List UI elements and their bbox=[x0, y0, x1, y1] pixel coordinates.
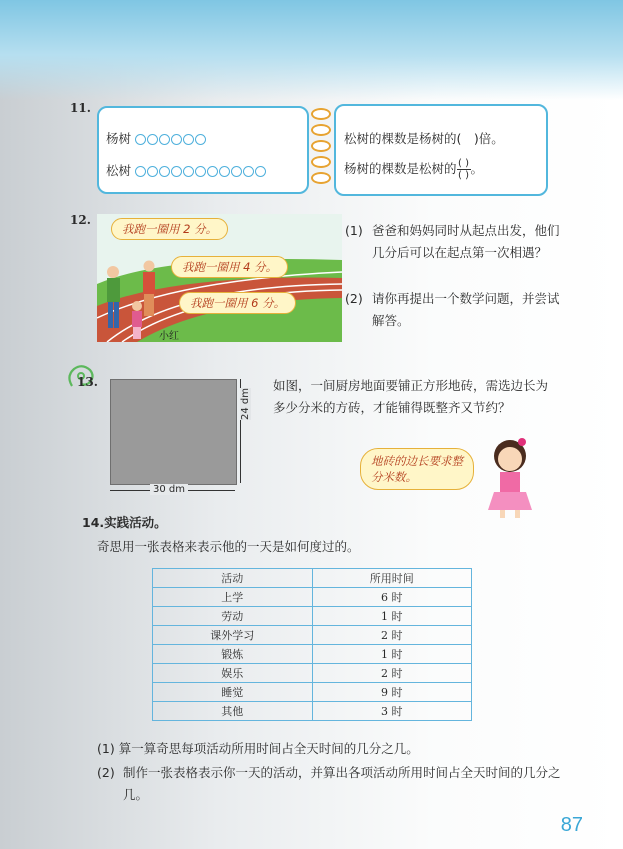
tree-circle bbox=[231, 166, 242, 177]
tree-circle bbox=[159, 134, 170, 145]
tree-circle bbox=[183, 166, 194, 177]
bubble-run-2min: 我跑一圈用 2 分。 bbox=[111, 218, 228, 240]
q13-text: 如图，一间厨房地面要铺正方形地砖，需选边长为多少分米的方砖，才能铺得既整齐又节约？ bbox=[273, 378, 549, 415]
tree-circle bbox=[255, 166, 266, 177]
table-row bbox=[153, 702, 472, 721]
q12-p1-text: 爸爸和妈妈同时从起点出发，他们几分后可以在起点第一次相遇？ bbox=[372, 223, 560, 260]
tree-circle bbox=[183, 134, 194, 145]
q14-heading bbox=[82, 512, 167, 534]
cell-time: 3 时 bbox=[312, 702, 472, 721]
height-label: 24 dm bbox=[240, 388, 251, 420]
q11-song-label: 松树 bbox=[106, 163, 132, 178]
cell-activity: 娱乐 bbox=[153, 664, 313, 683]
header-activity: 活动 bbox=[153, 569, 313, 588]
tree-circle bbox=[135, 166, 146, 177]
table-row bbox=[153, 588, 472, 607]
q11-fraction-blank bbox=[457, 159, 471, 180]
q12-number: 12. bbox=[70, 213, 91, 227]
q12-p2-text: 请你再提出一个数学问题，并尝试解答。 bbox=[372, 291, 560, 328]
tree-circle bbox=[159, 166, 170, 177]
q12-part1 bbox=[345, 220, 560, 264]
q11-left-card bbox=[97, 106, 309, 194]
girl-character-icon bbox=[480, 432, 544, 518]
xiaohong-label: 小红 bbox=[159, 331, 179, 342]
tree-circle bbox=[171, 166, 182, 177]
q14-part1 bbox=[97, 738, 567, 760]
q14-title: 实践活动。 bbox=[104, 515, 167, 530]
table-row bbox=[153, 664, 472, 683]
q11-line2-prefix: 杨树的棵数是松树的 bbox=[344, 161, 457, 176]
q11-line2 bbox=[344, 158, 483, 180]
tree-circle bbox=[135, 134, 146, 145]
binder-rings bbox=[306, 104, 334, 194]
q14-p2-text: 制作一张表格表示你一天的活动，并算出各项活动所用时间占全天时间的几分之几。 bbox=[123, 765, 561, 802]
cell-time: 1 时 bbox=[312, 645, 472, 664]
cell-activity: 其他 bbox=[153, 702, 313, 721]
tree-circle bbox=[195, 166, 206, 177]
q14-part2 bbox=[97, 762, 567, 806]
table-row bbox=[153, 645, 472, 664]
activity-table bbox=[152, 568, 472, 721]
q14-p1-number: (1) bbox=[97, 741, 115, 756]
table-row bbox=[153, 607, 472, 626]
cell-activity: 睡觉 bbox=[153, 683, 313, 702]
q11-blank: ( ) bbox=[456, 131, 479, 146]
table-header-row bbox=[153, 569, 472, 588]
q11-right-card bbox=[334, 104, 548, 196]
bubble-run-4min: 我跑一圈用 4 分。 bbox=[171, 256, 288, 278]
ring-icon bbox=[311, 140, 331, 152]
bubble-run-6min: 我跑一圈用 6 分。 bbox=[179, 292, 296, 314]
q13-number: 13. bbox=[77, 375, 98, 389]
q11-yang-circles bbox=[135, 131, 207, 146]
q11-line2-suffix: 。 bbox=[470, 161, 484, 176]
cell-activity: 劳动 bbox=[153, 607, 313, 626]
q12-illustration bbox=[97, 214, 342, 342]
ring-icon bbox=[311, 108, 331, 120]
q11-line1-suffix: 倍。 bbox=[478, 131, 504, 146]
frac-denominator: ( ) bbox=[458, 170, 469, 181]
hint-bubble: 地砖的边长要求整分米数。 bbox=[360, 448, 474, 490]
width-label: 30 dm bbox=[150, 484, 188, 495]
q14-p1-text: 算一算奇思每项活动所用时间占全天时间的几分之几。 bbox=[118, 741, 419, 756]
cell-time: 2 时 bbox=[312, 664, 472, 683]
q11-yang-row bbox=[106, 128, 207, 150]
cell-time: 9 时 bbox=[312, 683, 472, 702]
q12-part2 bbox=[345, 288, 560, 332]
cell-activity: 上学 bbox=[153, 588, 313, 607]
table-row bbox=[153, 626, 472, 645]
cell-activity: 锻炼 bbox=[153, 645, 313, 664]
header-time: 所用时间 bbox=[312, 569, 472, 588]
q14-p2-number: (2) bbox=[97, 765, 115, 780]
tree-circle bbox=[147, 166, 158, 177]
cell-time: 6 时 bbox=[312, 588, 472, 607]
page-number: 87 bbox=[560, 814, 583, 836]
tree-circle bbox=[147, 134, 158, 145]
q11-line1-prefix: 松树的棵数是杨树的 bbox=[344, 131, 457, 146]
cell-time: 1 时 bbox=[312, 607, 472, 626]
ring-icon bbox=[311, 172, 331, 184]
tree-circle bbox=[243, 166, 254, 177]
cell-activity: 课外学习 bbox=[153, 626, 313, 645]
kitchen-floor-rectangle bbox=[110, 379, 237, 485]
q12-p1-number: (1) bbox=[345, 223, 363, 238]
tree-circle bbox=[171, 134, 182, 145]
q11-song-circles bbox=[135, 163, 267, 178]
q11-number: 11. bbox=[70, 101, 91, 115]
ring-icon bbox=[311, 156, 331, 168]
q12-p2-number: (2) bbox=[345, 291, 363, 306]
cell-time: 2 时 bbox=[312, 626, 472, 645]
q14-intro: 奇思用一张表格来表示他的一天是如何度过的。 bbox=[97, 539, 360, 554]
tree-circle bbox=[219, 166, 230, 177]
tree-circle bbox=[207, 166, 218, 177]
frac-numerator: ( ) bbox=[458, 158, 469, 169]
table-row bbox=[153, 683, 472, 702]
q11-line1 bbox=[344, 128, 504, 150]
ring-icon bbox=[311, 124, 331, 136]
q11-song-row bbox=[106, 160, 267, 182]
tree-circle bbox=[195, 134, 206, 145]
top-banner bbox=[0, 0, 623, 100]
q14-number: 14. bbox=[82, 515, 105, 530]
q11-yang-label: 杨树 bbox=[106, 131, 132, 146]
